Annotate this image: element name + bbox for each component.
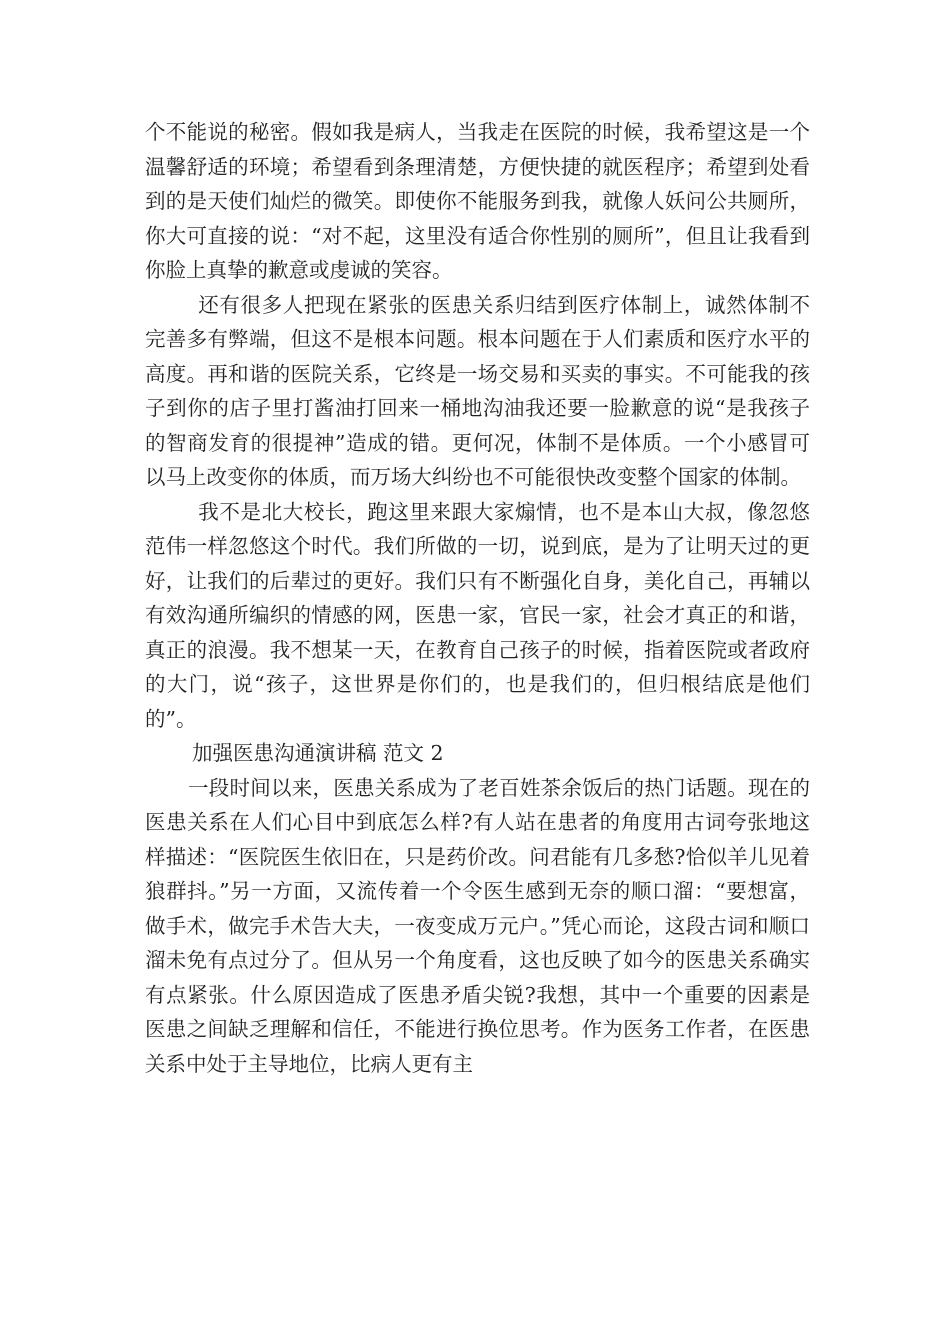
section-heading: 加强医患沟通演讲稿 范文 2 <box>192 741 444 765</box>
paragraph-3: 我不是北大校长，跑这里来跟大家煽情，也不是本山大叔，像忽悠范伟一样忽悠这个时代。我们所做的一切，说到底，是为了让明天过的更好，让我们的后辈过的更好。我们只有不断强化自身，美化自己，再辅以有效沟通所编织的情感的网，医患一家，官民一家，社会才真正的和谐，真正的浪漫。我不想某一天，在教育自己孩子的时候，指着医院或者政府的大门，说“孩子，这世界是你们的，也是我们的，但归根结底是他们的”。 <box>145 499 810 731</box>
document-body <box>145 115 810 1081</box>
paragraph-2: 还有很多人把现在紧张的医患关系归结到医疗体制上，诚然体制不完善多有弊端，但这不是根本问题。根本问题在于人们素质和医疗水平的高度。再和谐的医院关系，它终是一场交易和买卖的事实。不可能我的孩子到你的店子里打酱油打回来一桶地沟油我还要一脸歉意的说“是我孩子的智商发育的很提神”造成的错。更何况，体制不是体质。一个小感冒可以马上改变你的体质，而万场大纠纷也不可能很快改变整个国家的体制。 <box>145 292 810 489</box>
paragraph-4: 一段时间以来，医患关系成为了老百姓茶余饭后的热门话题。现在的医患关系在人们心目中到底怎么样?有人站在患者的角度用古词夸张地这样描述：“医院医生依旧在，只是药价改。问君能有几多愁?恰似羊儿见着狼群抖。”另一方面，又流传着一个令医生感到无奈的顺口溜：“要想富，做手术，做完手术告大夫，一夜变成万元户。”凭心而论，这段古词和顺口溜未免有点过分了。但从另一个角度看，这也反映了如今的医患关系确实有点紧张。什么原因造成了医患矛盾尖锐?我想，其中一个重要的因素是医患之间缺乏理解和信任，不能进行换位思考。作为医务工作者，在医患关系中处于主导地位，比病人更有主 <box>145 775 810 1076</box>
paragraph-1: 个不能说的秘密。假如我是病人，当我走在医院的时候，我希望这是一个温馨舒适的环境；希望看到条理清楚，方便快捷的就医程序；希望到处看到的是天使们灿烂的微笑。即使你不能服务到我，就像人妖问公共厕所，你大可直接的说：“对不起，这里没有适合你性别的厕所”，但且让我看到你脸上真挚的歉意或虔诚的笑容。 <box>145 120 810 282</box>
